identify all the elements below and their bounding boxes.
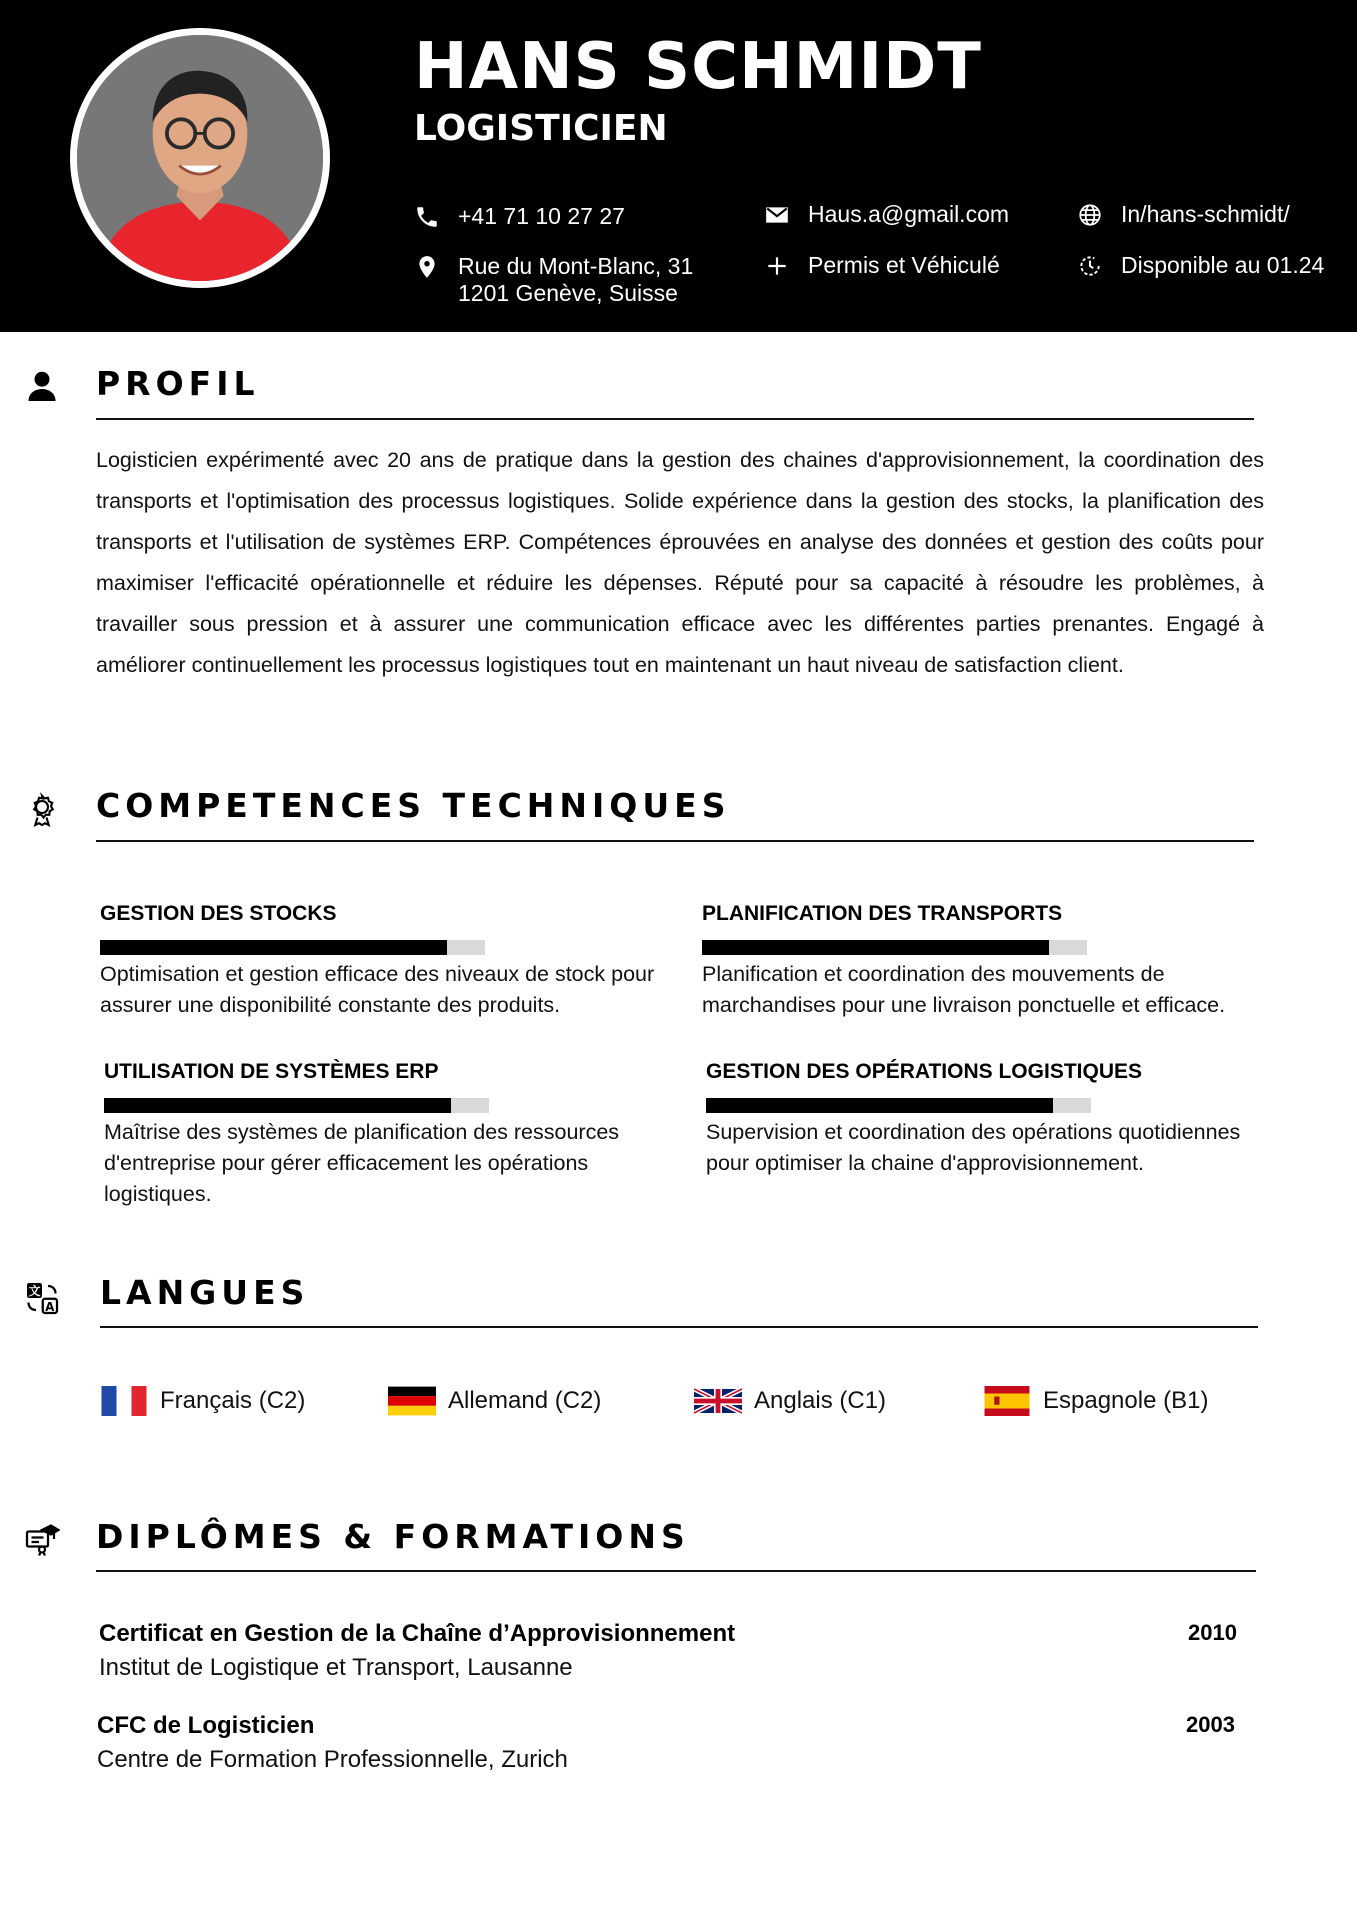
email-address: Haus.a@gmail.com	[808, 201, 1010, 227]
header-banner	[0, 0, 1357, 332]
skill-item	[100, 902, 670, 1021]
gear-award-icon	[24, 792, 60, 828]
germany-flag-icon	[388, 1386, 436, 1416]
globe-icon	[1077, 202, 1103, 228]
translate-icon	[24, 1280, 60, 1316]
diploma-title: CFC de Logisticien	[97, 1712, 315, 1739]
language-item	[983, 1386, 1208, 1416]
linkedin-handle: In/hans-schmidt/	[1121, 201, 1290, 227]
language-label: Français (C2)	[160, 1387, 306, 1414]
skill-item	[706, 1060, 1276, 1179]
language-label: Anglais (C1)	[754, 1387, 887, 1414]
skill-level-bar	[104, 1098, 489, 1113]
phone-icon	[414, 204, 440, 230]
skill-item	[104, 1060, 674, 1210]
address-line-1: Rue du Mont-Blanc, 31	[458, 253, 694, 279]
section-divider	[96, 418, 1254, 420]
phone-number: +41 71 10 27 27	[458, 203, 625, 229]
section-title-languages: LANGUES	[100, 1273, 310, 1312]
contact-email[interactable]	[764, 201, 1009, 228]
contact-address	[414, 253, 693, 307]
profile-photo	[70, 28, 330, 288]
skill-name: UTILISATION DE SYSTÈMES ERP	[104, 1060, 439, 1083]
availability-text: Disponible au 01.24	[1121, 252, 1325, 278]
skill-level-fill	[706, 1098, 1053, 1113]
portrait-image	[77, 35, 323, 281]
graduation-icon	[24, 1521, 60, 1557]
skill-level-bar	[702, 940, 1087, 955]
skill-level-bar	[706, 1098, 1091, 1113]
diploma-year: 2003	[1186, 1712, 1235, 1737]
svg-text:A: A	[45, 1299, 55, 1314]
skill-description: Optimisation et gestion efficace des niveaux de stock pour assurer une disponibilité constante des produits.	[100, 962, 655, 1017]
spain-flag-icon	[983, 1386, 1031, 1416]
section-title-profile: PROFIL	[96, 364, 260, 403]
user-icon	[24, 368, 60, 404]
skill-level-fill	[100, 940, 447, 955]
uk-flag-icon	[694, 1386, 742, 1416]
language-item	[694, 1386, 886, 1416]
envelope-icon	[764, 202, 790, 228]
skill-item	[702, 902, 1272, 1021]
diploma-title: Certificat en Gestion de la Chaîne d’Approvisionnement	[99, 1620, 736, 1647]
skill-level-bar	[100, 940, 485, 955]
skill-name: PLANIFICATION DES TRANSPORTS	[702, 902, 1063, 925]
diploma-school: Centre de Formation Professionnelle, Zurich	[97, 1746, 568, 1773]
section-divider	[96, 1570, 1256, 1572]
language-item	[100, 1386, 305, 1416]
contact-availability	[1077, 252, 1324, 279]
skill-level-fill	[104, 1098, 451, 1113]
skill-name: GESTION DES OPÉRATIONS LOGISTIQUES	[706, 1060, 1142, 1083]
svg-text:文: 文	[28, 1284, 41, 1298]
job-title: LOGISTICIEN	[414, 108, 668, 149]
diploma-school: Institut de Logistique et Transport, Lausanne	[99, 1654, 573, 1681]
section-title-skills: COMPETENCES TECHNIQUES	[96, 786, 731, 825]
skill-description: Supervision et coordination des opérations quotidiennes pour optimiser la chaine d'approvisionnement.	[706, 1120, 1241, 1175]
skill-name: GESTION DES STOCKS	[100, 902, 337, 925]
plus-icon	[764, 253, 790, 279]
license-text: Permis et Véhiculé	[808, 252, 1000, 278]
language-label: Allemand (C2)	[448, 1387, 602, 1414]
diploma-year: 2010	[1188, 1620, 1237, 1645]
france-flag-icon	[100, 1386, 148, 1416]
skill-level-fill	[702, 940, 1049, 955]
contact-linkedin[interactable]	[1077, 201, 1290, 228]
contact-license	[764, 252, 1000, 279]
skill-description: Planification et coordination des mouvements de marchandises pour une livraison ponctuelle et efficace.	[702, 962, 1226, 1017]
address-line-2: 1201 Genève, Suisse	[458, 280, 678, 306]
profile-summary: Logisticien expérimenté avec 20 ans de pratique dans la gestion des chaines d'approvisionnement, la coordination des transports et l'optimisation des processus logistiques. Solide expérience dans la gestion des stocks, la planification des transports et l'utilisation de systèmes ERP. Compétences éprouvées en analyse des données et gestion des coûts pour maximiser l'efficacité opérationnelle et réduire les dépenses. Réputé pour sa capacité à résoudre les problèmes, à travailler sous pression et à assurer une communication efficace avec les différentes parties prenantes. Engagé à améliorer continuellement les processus logistiques tout en maintenant un haut niveau de satisfaction client.	[96, 448, 1264, 677]
section-title-education: DIPLÔMES & FORMATIONS	[96, 1517, 690, 1556]
section-divider	[100, 1326, 1258, 1328]
contact-phone[interactable]	[414, 203, 625, 230]
language-item	[388, 1386, 601, 1416]
skill-description: Maîtrise des systèmes de planification des ressources d'entreprise pour gérer efficacement les opérations logistiques.	[104, 1120, 620, 1206]
language-label: Espagnole (B1)	[1043, 1387, 1209, 1414]
candidate-name: HANS SCHMIDT	[414, 30, 982, 104]
clock-icon	[1077, 253, 1103, 279]
location-pin-icon	[414, 254, 440, 280]
section-divider	[96, 840, 1254, 842]
